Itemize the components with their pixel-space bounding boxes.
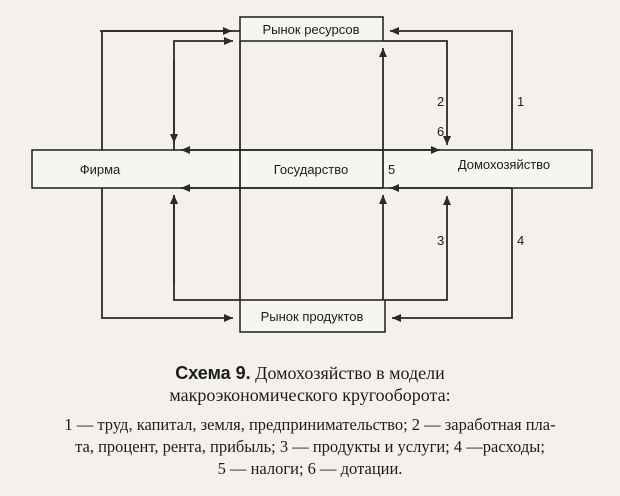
flow-label-3: 3 xyxy=(437,233,445,248)
household-label: Домохозяйство xyxy=(457,157,551,172)
caption-legend xyxy=(0,414,620,480)
caption-title-line1: Домохозяйство в модели xyxy=(250,363,445,383)
resource-market-label: Рынок ресурсов xyxy=(262,22,360,37)
flow-label-2: 2 xyxy=(437,94,445,109)
flow-label-1: 1 xyxy=(517,94,525,109)
legend-line-2: та, процент, рента, прибыль; 3 — продукты и услуги; 4 —расходы; xyxy=(75,437,545,456)
scheme-number: Схема 9. xyxy=(175,363,251,383)
flow-resources-to-firm xyxy=(102,31,240,150)
flow-1-labor-to-resource-market xyxy=(390,31,512,150)
state-label: Государство xyxy=(273,162,349,177)
flow-4-spending-to-product-market xyxy=(392,188,512,318)
caption-title-line2: макроэкономического кругооборота: xyxy=(169,385,451,405)
legend-line-3: 5 — налоги; 6 — дотации. xyxy=(217,459,403,478)
flow-label-5: 5 xyxy=(388,162,396,177)
product-market-label: Рынок продуктов xyxy=(260,309,364,324)
flow-label-4: 4 xyxy=(517,233,525,248)
scheme-caption xyxy=(0,362,620,480)
flow-firm-to-product-market xyxy=(102,188,233,318)
caption-title xyxy=(0,362,620,406)
flow-3-products-to-household xyxy=(385,196,447,300)
flow-label-6: 6 xyxy=(437,124,445,139)
firm-label: Фирма xyxy=(79,162,121,177)
flow-firm-payments-to-resource-market xyxy=(174,41,233,150)
legend-line-1: 1 — труд, капитал, земля, предпринимательство; 2 — заработная пла- xyxy=(64,415,556,434)
flow-product-market-revenue-to-firm xyxy=(174,195,240,300)
